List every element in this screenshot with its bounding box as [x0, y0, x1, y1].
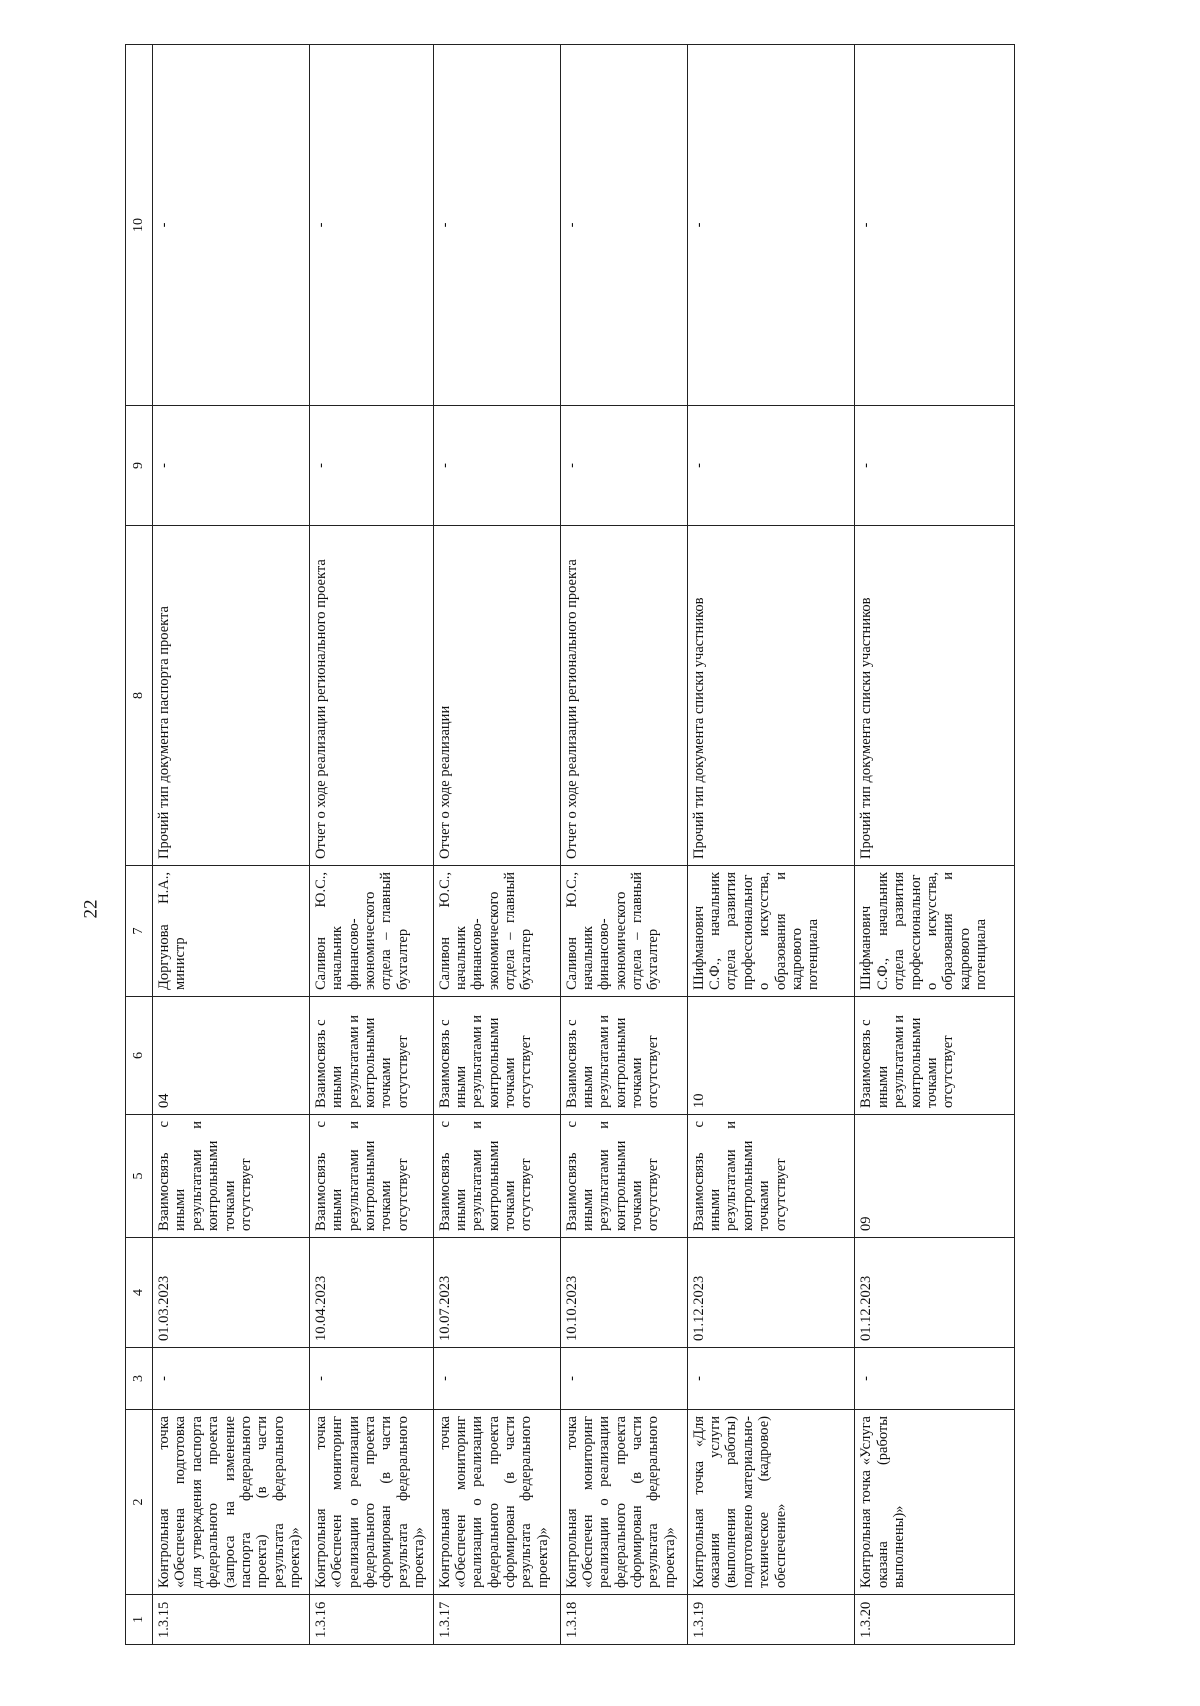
document-type: Отчет о ходе реализации регионального проекта [560, 526, 687, 866]
responsible-person: Доргунова Н.А., министр [153, 866, 310, 997]
cell-col-3: - [855, 1348, 1015, 1410]
document-type: Прочий тип документа паспорта проекта [153, 526, 310, 866]
table-row [560, 45, 687, 1645]
cell-col-9: - [560, 406, 687, 526]
responsible-person: Саливон Ю.С., начальник финансово-экономического отдела – главный бухгалтер [560, 866, 687, 997]
predecessor-link: Взаимосвязь с иными результатами и контрольными точками отсутствует [309, 1115, 433, 1238]
cell-col-10: - [560, 45, 687, 406]
due-date: 01.03.2023 [153, 1238, 310, 1348]
document-type: Отчет о ходе реализации [433, 526, 560, 866]
successor-link: 10 [687, 997, 855, 1115]
column-header: 3 [126, 1348, 153, 1410]
table-row [855, 45, 1015, 1645]
column-header: 4 [126, 1238, 153, 1348]
column-header: 8 [126, 526, 153, 866]
cell-col-9: - [153, 406, 310, 526]
cell-col-10: - [433, 45, 560, 406]
predecessor-link: Взаимосвязь с иными результатами и контрольными точками отсутствует [433, 1115, 560, 1238]
cell-col-3: - [687, 1348, 855, 1410]
successor-link: Взаимосвязь с иными результатами и контрольными точками отсутствует [433, 997, 560, 1115]
control-point-name: Контрольная точка «Обеспечена подготовка для утверждения паспорта федерального проекта (запроса на изменение паспорта федерального проекта) (в части результата федерального проекта)» [153, 1410, 310, 1595]
row-number: 1.3.18 [560, 1595, 687, 1645]
column-header: 6 [126, 997, 153, 1115]
control-point-name: Контрольная точка «Обеспечен мониторинг реализации о реализации федерального проекта сформирован (в части результата федерального проекта)» [433, 1410, 560, 1595]
column-header: 1 [126, 1595, 153, 1645]
row-number: 1.3.17 [433, 1595, 560, 1645]
cell-col-10: - [855, 45, 1015, 406]
row-number: 1.3.16 [309, 1595, 433, 1645]
due-date: 10.04.2023 [309, 1238, 433, 1348]
row-number: 1.3.19 [687, 1595, 855, 1645]
cell-col-3: - [309, 1348, 433, 1410]
document-type: Отчет о ходе реализации регионального проекта [309, 526, 433, 866]
successor-link: 04 [153, 997, 310, 1115]
successor-link: Взаимосвязь с иными результатами и контрольными точками отсутствует [560, 997, 687, 1115]
table-row [433, 45, 560, 1645]
cell-col-9: - [687, 406, 855, 526]
control-point-name: Контрольная точка «Обеспечен мониторинг реализации о реализации федерального проекта сформирован (в части результата федерального проекта)» [560, 1410, 687, 1595]
due-date: 10.10.2023 [560, 1238, 687, 1348]
control-point-name: Контрольная точка «Обеспечен мониторинг реализации о реализации федерального проекта сформирован (в части результата федерального проекта)» [309, 1410, 433, 1595]
cell-col-9: - [855, 406, 1015, 526]
successor-link: Взаимосвязь с иными результатами и контрольными точками отсутствует [309, 997, 433, 1115]
due-date: 01.12.2023 [687, 1238, 855, 1348]
responsible-person: Саливон Ю.С., начальник финансово-экономического отдела – главный бухгалтер [433, 866, 560, 997]
column-header: 7 [126, 866, 153, 997]
document-table-rotated [125, 45, 1015, 1645]
cell-col-3: - [153, 1348, 310, 1410]
successor-link: Взаимосвязь с иными результатами и контрольными точками отсутствует [855, 997, 1015, 1115]
cell-col-3: - [433, 1348, 560, 1410]
predecessor-link: 09 [855, 1115, 1015, 1238]
due-date: 01.12.2023 [855, 1238, 1015, 1348]
predecessor-link: Взаимосвязь с иными результатами и контрольными точками отсутствует [153, 1115, 310, 1238]
row-number: 1.3.20 [855, 1595, 1015, 1645]
control-point-name: Контрольная точка «Услуга оказана (работы выполнены)» [855, 1410, 1015, 1595]
cell-col-10: - [153, 45, 310, 406]
document-type: Прочий тип документа списки участников [855, 526, 1015, 866]
cell-col-10: - [687, 45, 855, 406]
table-row [687, 45, 855, 1645]
due-date: 10.07.2023 [433, 1238, 560, 1348]
column-header: 5 [126, 1115, 153, 1238]
document-type: Прочий тип документа списки участников [687, 526, 855, 866]
header-row [126, 45, 153, 1645]
column-header: 9 [126, 406, 153, 526]
control-points-table [125, 44, 1015, 1645]
column-header: 10 [126, 45, 153, 406]
cell-col-10: - [309, 45, 433, 406]
predecessor-link: Взаимосвязь с иными результатами и контрольными точками отсутствует [560, 1115, 687, 1238]
responsible-person: Саливон Ю.С., начальник финансово-экономического отдела – главный бухгалтер [309, 866, 433, 997]
responsible-person: Шифманович С.Ф., начальник отдела развития профессиональног о искусства, образования и кадрового потенциала [687, 866, 855, 997]
row-number: 1.3.15 [153, 1595, 310, 1645]
table-row [153, 45, 310, 1645]
predecessor-link: Взаимосвязь с иными результатами и контрольными точками отсутствует [687, 1115, 855, 1238]
cell-col-9: - [309, 406, 433, 526]
cell-col-3: - [560, 1348, 687, 1410]
control-point-name: Контрольная точка «Для оказания услуги (выполнения работы) подготовлено материально-техническое (кадровое) обеспечение» [687, 1410, 855, 1595]
page-number: 22 [80, 899, 101, 919]
responsible-person: Шифманович С.Ф., начальник отдела развития профессиональног о искусства, образования и кадрового потенциала [855, 866, 1015, 997]
cell-col-9: - [433, 406, 560, 526]
table-row [309, 45, 433, 1645]
column-header: 2 [126, 1410, 153, 1595]
